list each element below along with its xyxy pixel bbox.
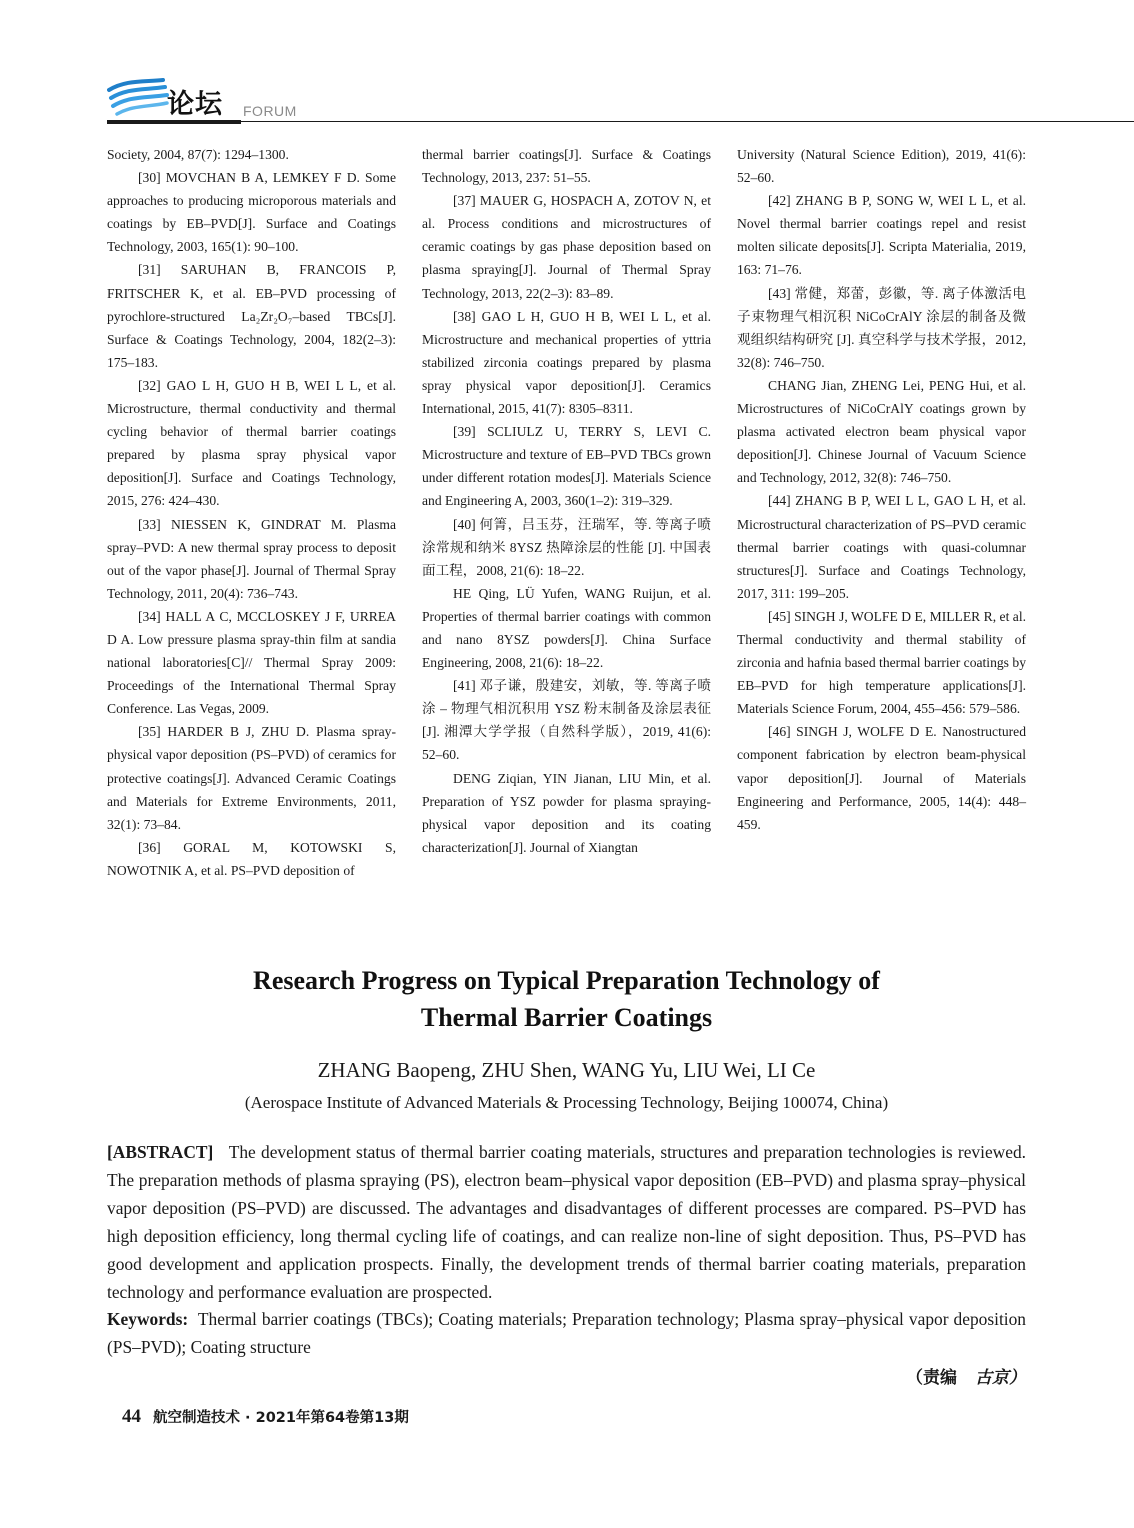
page-header xyxy=(107,78,1134,128)
reference-entry: [37] MAUER G, HOSPACH A, ZOTOV N, et al. Process conditions and microstructures of ceramic coatings by gas phase deposition based on plasma spraying[J]. Journal of Thermal Spray Technology, 2013, 22(2–3): 83–89. xyxy=(422,193,711,301)
reference-entry: [43] 常健，郑蕾，彭徽，等. 离子体激活电子束物理气相沉积 NiCoCrAlY 涂层的制备及微观组织结构研究 [J]. 真空科学与技术学报，2012, 32(8): 746–750. xyxy=(737,285,1026,370)
references-column-2 xyxy=(422,143,711,859)
header-rule-thick xyxy=(107,120,241,124)
abstract-text: The development status of thermal barrier coating materials, structures and preparation technologies is reviewed. The preparation methods of plasma spraying (PS), electron beam–physical vapor deposition (EB–PVD) and plasma spray–physical vapor deposition (PS–PVD) are discussed. The advantages and disadvantages of different processes are compared. PS–PVD has high deposition efficiency, long thermal cycling life of coatings, and can realize non-line of sight deposition. Thus, PS–PVD has good development and application prospects. Finally, the development trends of thermal barrier coating materials, preparation technology and performance evaluation are prospected. xyxy=(107,1142,1027,1302)
references-column-3 xyxy=(737,143,1026,836)
english-title-line-1: Research Progress on Typical Preparation Technology of xyxy=(253,966,880,995)
english-title xyxy=(107,962,1026,1036)
reference-entry: [46] SINGH J, WOLFE D E. Nanostructured component fabrication by electron beam-physical vapor deposition[J]. Journal of Materials Engineering and Performance, 2005, 14(4): 448–459. xyxy=(737,724,1026,832)
reference-entry: thermal barrier coatings[J]. Surface & Coatings Technology, 2013, 237: 51–55. xyxy=(422,147,711,186)
editor-name: 古京） xyxy=(975,1368,1026,1388)
references xyxy=(107,143,1026,893)
keywords-text: Thermal barrier coatings (TBCs); Coating materials; Preparation technology; Plasma spray–physical vapor deposition (PS–PVD); Coating structure xyxy=(107,1309,1026,1357)
editor-label: （责编 xyxy=(906,1368,957,1388)
editor-note xyxy=(906,1363,1026,1388)
english-title-line-2: Thermal Barrier Coatings xyxy=(420,1003,713,1032)
journal-logo-waves-icon xyxy=(107,78,169,120)
reference-entry: CHANG Jian, ZHENG Lei, PENG Hui, et al. Microstructures of NiCoCrAlY coatings grown by plasma activated electron beam physical vapor deposition[J]. Chinese Journal of Vacuum Science and Technology, 2012, 32(8): 746–750. xyxy=(737,377,1026,486)
reference-entry: [40] 何箐，吕玉芬，汪瑞军，等. 等离子喷涂常规和纳米 8YSZ 热障涂层的性能 [J]. 中国表面工程，2008, 21(6): 18–22. xyxy=(422,516,711,578)
page-number: 44 xyxy=(122,1406,141,1427)
reference-entry: [44] ZHANG B P, WEI L L, GAO L H, et al. Microstructural characterization of PS–PVD ceramic thermal barrier coatings with quasi-columnar structures[J]. Surface and Coatings Technology, 2017, 311: 199–205. xyxy=(737,493,1026,601)
header-rule-thin xyxy=(241,121,1134,122)
affiliation: (Aerospace Institute of Advanced Materials & Processing Technology, Beijing 100074, China) xyxy=(244,1093,889,1112)
reference-entry: Society, 2004, 87(7): 1294–1300. xyxy=(107,147,289,162)
reference-entry: [36] GORAL M, KOTOWSKI S, NOWOTNIK A, et al. PS–PVD deposition of xyxy=(107,839,396,878)
page-footer xyxy=(122,1406,409,1428)
reference-entry: [42] ZHANG B P, SONG W, WEI L L, et al. Novel thermal barrier coatings repel and resist molten silicate deposits[J]. Scripta Materialia, 2019, 163: 71–76. xyxy=(737,193,1026,278)
reference-entry: [41] 邓子谦，殷建安，刘敏，等. 等离子喷涂 – 物理气相沉积用 YSZ 粉末制备及涂层表征 [J]. 湘潭大学学报（自然科学版），2019, 41(6): 52–60. xyxy=(422,678,711,763)
reference-entry: [30] MOVCHAN B A, LEMKEY F D. Some approaches to producing microporous materials and coatings by EB–PVD[J]. Surface and Coatings Technology, 2003, 165(1): 90–100. xyxy=(107,170,396,255)
reference-entry: [45] SINGH J, WOLFE D E, MILLER R, et al. Thermal conductivity and thermal stability of zirconia and hafnia based thermal barrier coatings by EB–PVD for high temperature applications[J]. Materials Science Forum, 2004, 455–456: 579–586. xyxy=(737,608,1026,717)
reference-entry: DENG Ziqian, YIN Jianan, LIU Min, et al. Preparation of YSZ powder for plasma spraying-physical vapor deposition and its coating characterization[J]. Journal of Xiangtan xyxy=(422,770,711,855)
authors: ZHANG Baopeng, ZHU Shen, WANG Yu, LIU Wei, LI Ce xyxy=(317,1058,816,1082)
reference-entry: [38] GAO L H, GUO H B, WEI L L, et al. Microstructure and mechanical properties of yttria stabilized zirconia coatings prepared by plasma spray physical vapor deposition[J]. Ceramics International, 2015, 41(7): 8305–8311. xyxy=(422,308,711,417)
reference-entry: HE Qing, LÜ Yufen, WANG Ruijun, et al. Properties of thermal barrier coatings with common and nano 8YSZ powders[J]. China Surface Engineering, 2008, 21(6): 18–22. xyxy=(422,585,711,671)
journal-issue: 航空制造技术 · 2021年第64卷第13期 xyxy=(153,1410,409,1426)
keywords xyxy=(107,1306,1026,1362)
reference-entry: [31] SARUHAN B, FRANCOIS P, FRITSCHER K, et al. EB–PVD processing of pyrochlore-structured La₂Zr₂O₇–based TBCs[J]. Surface & Coatings Technology, 2004, 182(2–3): 175–183. xyxy=(107,262,396,370)
reference-entry: [39] SCLIULZ U, TERRY S, LEVI C. Microstructure and texture of EB–PVD TBCs grown under different rotation modes[J]. Materials Science and Engineering A, 2003, 360(1–2): 319–329. xyxy=(422,424,711,509)
abstract-label: [ABSTRACT] xyxy=(107,1142,214,1162)
section-title-cn: 论坛 xyxy=(167,89,223,120)
abstract xyxy=(107,1139,1026,1306)
section-title-en: FORUM xyxy=(243,103,297,119)
reference-entry: University (Natural Science Edition), 2019, 41(6): 52–60. xyxy=(737,147,1026,186)
reference-entry: [35] HARDER B J, ZHU D. Plasma spray-physical vapor deposition (PS–PVD) of ceramics for protective coatings[J]. Advanced Ceramic Coatings and Materials for Extreme Environments, 2011, 32(1): 73–84. xyxy=(107,724,396,832)
reference-entry: [32] GAO L H, GUO H B, WEI L L, et al. Microstructure, thermal conductivity and thermal cycling behavior of thermal barrier coatings prepared by plasma spray physical vapor deposition[J]. Surface and Coatings Technology, 2015, 276: 424–430. xyxy=(107,377,396,509)
keywords-label: Keywords: xyxy=(107,1309,189,1329)
reference-entry: [33] NIESSEN K, GINDRAT M. Plasma spray–PVD: A new thermal spray process to deposit out of the vapor phase[J]. Journal of Thermal Spray Technology, 2011, 20(4): 736–743. xyxy=(107,516,396,601)
reference-entry: [34] HALL A C, MCCLOSKEY J F, URREA D A. Low pressure plasma spray-thin film at sandia national laboratories[C]// Thermal Spray 2009: Proceedings of the International Thermal Spray Conference. Las Vegas, 2009. xyxy=(107,608,396,717)
references-column-1 xyxy=(107,143,396,882)
